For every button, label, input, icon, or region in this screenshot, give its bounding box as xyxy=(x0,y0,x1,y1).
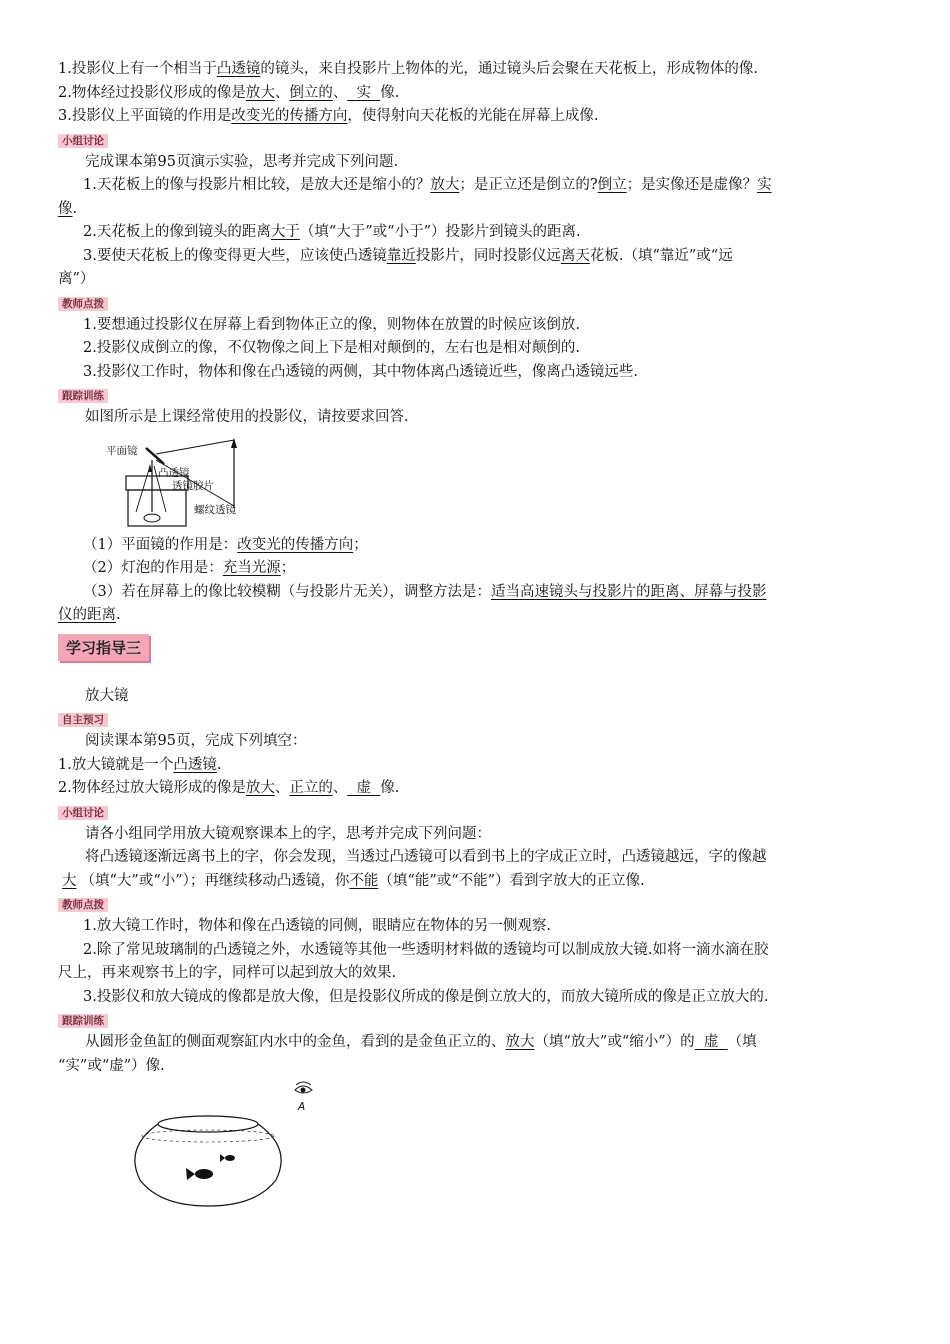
answer-magnifier-virtual: 虚 xyxy=(347,780,381,796)
tag-teacher-tips: 教师点拨 xyxy=(58,297,108,311)
preview-intro: 阅读课本第95页，完成下列填空： xyxy=(85,733,307,749)
projector-figure xyxy=(106,436,894,528)
answer-q3-away: 离天 xyxy=(560,247,590,264)
answer-fish-enlarged: 放大 xyxy=(505,1034,535,1050)
tag-self-preview: 自主预习 xyxy=(58,713,108,727)
training-answer-3: （3）若在屏幕上的像比较模糊（与投影片无关），调整方法是：适当高速镜头与投影片的距离、屏幕与投影 xyxy=(83,583,767,600)
answer-q3-closer: 靠近 xyxy=(386,247,416,264)
line-projector-image: 2.物体经过投影仪形成的像是放大、倒立的、 实 像. xyxy=(58,84,400,101)
discussion-q3-cont: 离”） xyxy=(58,271,95,287)
tag-group-discussion-2: 小组讨论 xyxy=(58,806,108,820)
label-film: 透镜胶片 xyxy=(172,479,214,492)
training3-line-2: “实”或“虚”）像. xyxy=(58,1057,165,1074)
training-answer-3-cont: 仪的距离. xyxy=(58,607,121,623)
answer-enlarged: 放大 xyxy=(245,84,275,101)
teacher-tip-3: 3.投影仪工作时，物体和像在凸透镜的两侧，其中物体离凸透镜近些，像离凸透镜远些. xyxy=(83,363,638,380)
teacher3-tip-2: 2.除了常见玻璃制的凸透镜之外，水透镜等其他一些透明材料做的透镜均可以制成放大镜.如将一滴水滴在胶 xyxy=(83,941,769,958)
answer-q1-enlarged: 放大 xyxy=(430,177,460,193)
teacher3-tip-1: 1.放大镜工作时，物体和像在凸透镜的同侧，眼睛应在物体的另一侧观察. xyxy=(83,918,551,934)
teacher-tip-2: 2.投影仪成倒立的像，不仅物像之间上下是相对颠倒的，左右也是相对颠倒的. xyxy=(83,340,580,356)
projector-diagram xyxy=(106,436,306,528)
teacher3-tip-2-cont: 尺上，再来观察书上的字，同样可以起到放大的效果. xyxy=(58,965,397,981)
tag-group-discussion: 小组讨论 xyxy=(58,134,108,148)
discussion3-intro: 请各小组同学用放大镜观察课本上的字，思考并完成下列问题： xyxy=(85,825,491,842)
training3-line-1: 从圆形金鱼缸的侧面观察缸内水中的金鱼，看到的是金鱼正立的、放大（填“放大”或“缩小”）的 虚 （填 xyxy=(85,1034,757,1050)
label-fresnel-lens: 螺纹透镜 xyxy=(194,503,236,516)
discussion3-para-cont: 大 （填“大”或“小”）；再继续移动凸透镜，你不能（填“能”或“不能”）看到字放大的正立像. xyxy=(58,870,894,894)
answer-q1-inverted: 倒立 xyxy=(597,177,627,193)
section-heading-guide-3: 学习指导三 xyxy=(58,634,149,661)
answer-q2-greater: 大于 xyxy=(270,224,300,240)
training-intro: 如图所示是上课经常使用的投影仪，请按要求回答. xyxy=(85,409,409,425)
label-plane-mirror: 平面镜 xyxy=(106,444,138,457)
teacher3-tip-3: 3.投影仪和放大镜成的像都是放大像，但是投影仪所成的像是倒立放大的，而放大镜所成的像是正立放大的. xyxy=(83,988,769,1005)
eye-icon xyxy=(295,1082,312,1093)
tag-follow-up-training-2: 跟踪训练 xyxy=(58,1014,108,1028)
label-convex-lens: 凸透镜 xyxy=(158,466,190,479)
preview-line-1: 1.放大镜就是一个凸透镜. xyxy=(58,756,222,773)
topic-magnifier: 放大镜 xyxy=(85,687,129,704)
tag-teacher-tips-2: 教师点拨 xyxy=(58,898,108,912)
answer-q1-real: 实 xyxy=(757,177,772,193)
goldfish-icon xyxy=(186,1154,235,1180)
training-answer-2: （2）灯泡的作用是：充当光源； xyxy=(83,560,296,576)
answer-magnifier-lens: 凸透镜 xyxy=(173,756,217,773)
preview-line-2: 2.物体经过放大镜形成的像是放大、正立的、 虚 像. xyxy=(58,780,400,796)
discussion-q1: 1.天花板上的像与投影片相比较，是放大还是缩小的？放大；是正立还是倒立的?倒立；是实像还是虚像？实 xyxy=(83,177,772,193)
teacher-tip-1: 1.要想通过投影仪在屏幕上看到物体正立的像，则物体在放置的时候应该倒放. xyxy=(83,316,580,333)
fishbowl-diagram xyxy=(120,1078,320,1210)
answer-cannot: 不能 xyxy=(349,872,379,889)
answer-mirror-role: 改变光的传播方向 xyxy=(237,536,354,553)
answer-inverted: 倒立的 xyxy=(289,84,333,101)
discussion-q2: 2.天花板上的像到镜头的距离大于（填“大于”或“小于”）投影片到镜头的距离. xyxy=(83,224,581,240)
worksheet-page xyxy=(58,58,894,1210)
answer-fish-virtual: 虚 xyxy=(694,1034,728,1050)
answer-convex-lens: 凸透镜 xyxy=(216,61,261,77)
line-projector-lens: 1.投影仪上有一个相当于凸透镜的镜头，来自投影片上物体的光，通过镜头后会聚在天花板上，形成物体的像. xyxy=(58,61,758,77)
training-answer-1: （1）平面镜的作用是：改变光的传播方向； xyxy=(83,536,368,553)
answer-bigger: 大 xyxy=(62,872,77,889)
discussion-intro: 完成课本第95页演示实验，思考并完成下列问题. xyxy=(85,153,399,170)
discussion-q1-cont: 像. xyxy=(58,200,78,217)
answer-magnifier-upright: 正立的 xyxy=(289,780,333,796)
answer-real: 实 xyxy=(347,84,381,101)
eye-label-a: A xyxy=(298,1101,306,1113)
fishbowl-figure xyxy=(120,1078,894,1210)
discussion3-para: 将凸透镜逐渐远离书上的字，你会发现，当透过凸透镜可以看到书上的字成正立时，凸透镜越远，字的像越 xyxy=(85,849,767,865)
answer-bulb-role: 充当光源 xyxy=(222,560,281,576)
tag-follow-up-training: 跟踪训练 xyxy=(58,389,108,403)
discussion-q3: 3.要使天花板上的像变得更大些，应该使凸透镜靠近投影片，同时投影仪远离天花板.（填“靠近”或“远 xyxy=(83,247,733,264)
answer-adjust-method: 适当高速镜头与投影片的距离、屏幕与投影 xyxy=(490,583,767,600)
line-plane-mirror-role: 3.投影仪上平面镜的作用是改变光的传播方向，使得射向天花板的光能在屏幕上成像. xyxy=(58,108,599,124)
answer-change-direction: 改变光的传播方向 xyxy=(231,108,348,124)
answer-magnifier-enlarged: 放大 xyxy=(245,780,275,796)
